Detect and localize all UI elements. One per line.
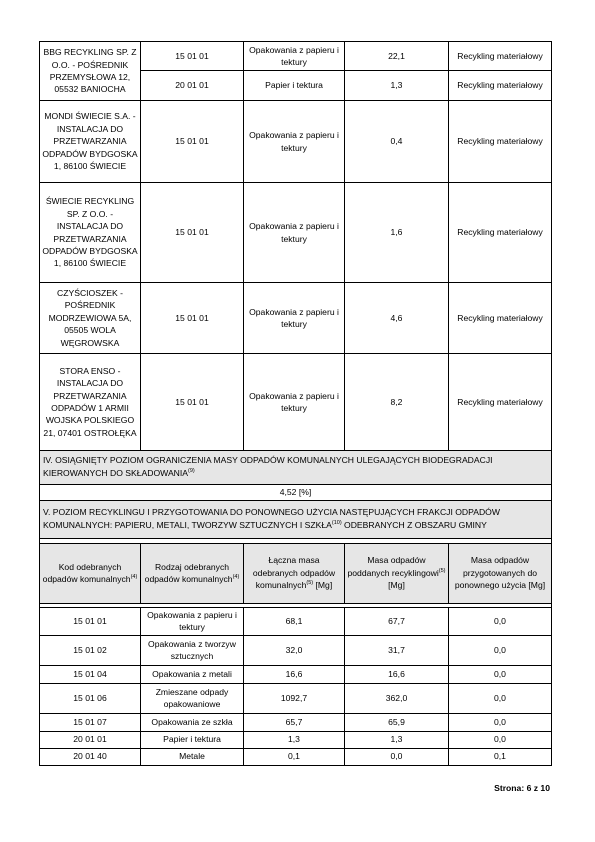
recycled-cell: 65,9 (345, 713, 449, 731)
table-row (40, 101, 552, 183)
code-cell: 20 01 40 (40, 748, 141, 765)
method-cell: Recykling materiałowy (449, 283, 552, 354)
recipient-cell: STORA ENSO - INSTALACJA DO PRZETWARZANIA ODPADÓW 1 ARMII WOJSKA POLSKIEGO 21, 07401 OSTROŁĘKA (40, 354, 141, 451)
mass-cell: 4,6 (345, 283, 449, 354)
header-reused-mass: Masa odpadów przygotowanych do ponownego użycia [Mg] (449, 543, 552, 603)
type-cell: Opakowania z papieru i tektury (244, 42, 345, 71)
recipient-cell: ŚWIECIE RECYKLING SP. Z O.O. - INSTALACJA DO PRZETWARZANIA ODPADÓW BYDGOSKA 1, 86100 ŚWIECIE (40, 183, 141, 283)
table-row (40, 731, 552, 748)
type-cell: Opakowania ze szkła (141, 713, 244, 731)
recycled-cell: 1,3 (345, 731, 449, 748)
header-total-mass: Łączna masa odebranych odpadów komunalnych$^{(5)}$ [Mg] (244, 543, 345, 603)
table-row (40, 354, 552, 451)
total-cell: 65,7 (244, 713, 345, 731)
header-code: Kod odebranych odpadów komunalnych$^{(4)}$ (40, 543, 141, 603)
header-type: Rodzaj odebranych odpadów komunalnych$^{(4)}$ (141, 543, 244, 603)
header-recycled-mass: Masa odpadów poddanych recyklingowi$^{(5)}$ [Mg] (345, 543, 449, 603)
code-cell: 15 01 01 (141, 183, 244, 283)
code-cell: 15 01 07 (40, 713, 141, 731)
code-cell: 15 01 01 (141, 283, 244, 354)
type-cell: Zmieszane odpady opakowaniowe (141, 683, 244, 713)
code-cell: 15 01 02 (40, 635, 141, 665)
type-cell: Metale (141, 748, 244, 765)
table-row (40, 183, 552, 283)
mass-cell: 8,2 (345, 354, 449, 451)
table-row (40, 713, 552, 731)
recycled-cell: 67,7 (345, 607, 449, 635)
disposal-table (39, 41, 552, 766)
table-row (40, 635, 552, 665)
recycled-cell: 0,0 (345, 748, 449, 765)
table-row (40, 665, 552, 683)
type-cell: Opakowania z papieru i tektury (141, 607, 244, 635)
type-cell: Opakowania z tworzyw sztucznych (141, 635, 244, 665)
type-cell: Opakowania z papieru i tektury (244, 354, 345, 451)
total-cell: 1092,7 (244, 683, 345, 713)
section-v-title-tail: ODEBRANYCH Z OBSZARU GMINY (341, 520, 487, 531)
recycled-cell: 362,0 (345, 683, 449, 713)
code-cell: 15 01 01 (141, 101, 244, 183)
reused-cell: 0,0 (449, 607, 552, 635)
code-cell: 15 01 01 (141, 354, 244, 451)
recycling-header-row (40, 543, 552, 603)
type-cell: Opakowania z metali (141, 665, 244, 683)
section-iv-title-sup: (9) (188, 468, 195, 475)
recipient-cell: BBG RECYKLING SP. Z O.O. - POŚREDNIK PRZEMYSŁOWA 12, 05532 BANIOCHA (40, 42, 141, 101)
table-row (40, 607, 552, 635)
recipient-cell: CZYŚCIOSZEK - POŚREDNIK MODRZEWIOWA 5A, 05505 WOLA WĘGROWSKA (40, 283, 141, 354)
total-cell: 0,1 (244, 748, 345, 765)
total-cell: 1,3 (244, 731, 345, 748)
method-cell: Recykling materiałowy (449, 42, 552, 71)
reused-cell: 0,0 (449, 665, 552, 683)
code-cell: 15 01 06 (40, 683, 141, 713)
recycled-cell: 16,6 (345, 665, 449, 683)
type-cell: Opakowania z papieru i tektury (244, 101, 345, 183)
reused-cell: 0,0 (449, 635, 552, 665)
mass-cell: 0,4 (345, 101, 449, 183)
method-cell: Recykling materiałowy (449, 183, 552, 283)
section-iv-value: 4,52 [%] (40, 484, 552, 500)
type-cell: Opakowania z papieru i tektury (244, 283, 345, 354)
table-row (40, 683, 552, 713)
method-cell: Recykling materiałowy (449, 101, 552, 183)
total-cell: 16,6 (244, 665, 345, 683)
method-cell: Recykling materiałowy (449, 354, 552, 451)
mass-cell: 22,1 (345, 42, 449, 71)
section-v-header (40, 500, 552, 538)
table-row (40, 42, 552, 71)
section-iv-header (40, 451, 552, 485)
section-iv-result-row (40, 484, 552, 500)
code-cell: 15 01 04 (40, 665, 141, 683)
section-iv-title: IV. OSIĄGNIĘTY POZIOM OGRANICZENIA MASY ODPADÓW KOMUNALNYCH ULEGAJĄCYCH BIODEGRADACJI KIEROWANYCH DO SKŁADOWANIA (43, 455, 493, 479)
mass-cell: 1,3 (345, 71, 449, 101)
method-cell: Recykling materiałowy (449, 71, 552, 101)
type-cell: Papier i tektura (244, 71, 345, 101)
code-cell: 20 01 01 (141, 71, 244, 101)
mass-cell: 1,6 (345, 183, 449, 283)
reused-cell: 0,0 (449, 683, 552, 713)
reused-cell: 0,0 (449, 713, 552, 731)
table-row (40, 283, 552, 354)
code-cell: 15 01 01 (40, 607, 141, 635)
type-cell: Opakowania z papieru i tektury (244, 183, 345, 283)
code-cell: 15 01 01 (141, 42, 244, 71)
total-cell: 32,0 (244, 635, 345, 665)
type-cell: Papier i tektura (141, 731, 244, 748)
code-cell: 20 01 01 (40, 731, 141, 748)
section-v-title-sup: (10) (331, 520, 342, 527)
table-row (40, 748, 552, 765)
total-cell: 68,1 (244, 607, 345, 635)
reused-cell: 0,0 (449, 731, 552, 748)
section-v-title: V. POZIOM RECYKLINGU I PRZYGOTOWANIA DO PONOWNEGO UŻYCIA NASTĘPUJĄCYCH FRAKCJI ODPADÓW KOMUNALNYCH: PAPIERU, METALI, TWORZYW SZTUCZNYCH I SZKŁA (43, 506, 500, 531)
reused-cell: 0,1 (449, 748, 552, 765)
recycled-cell: 31,7 (345, 635, 449, 665)
recipient-cell: MONDI ŚWIECIE S.A. - INSTALACJA DO PRZETWARZANIA ODPADÓW BYDGOSKA 1, 86100 ŚWIECIE (40, 101, 141, 183)
page-number: Strona: 6 z 10 (494, 783, 550, 793)
